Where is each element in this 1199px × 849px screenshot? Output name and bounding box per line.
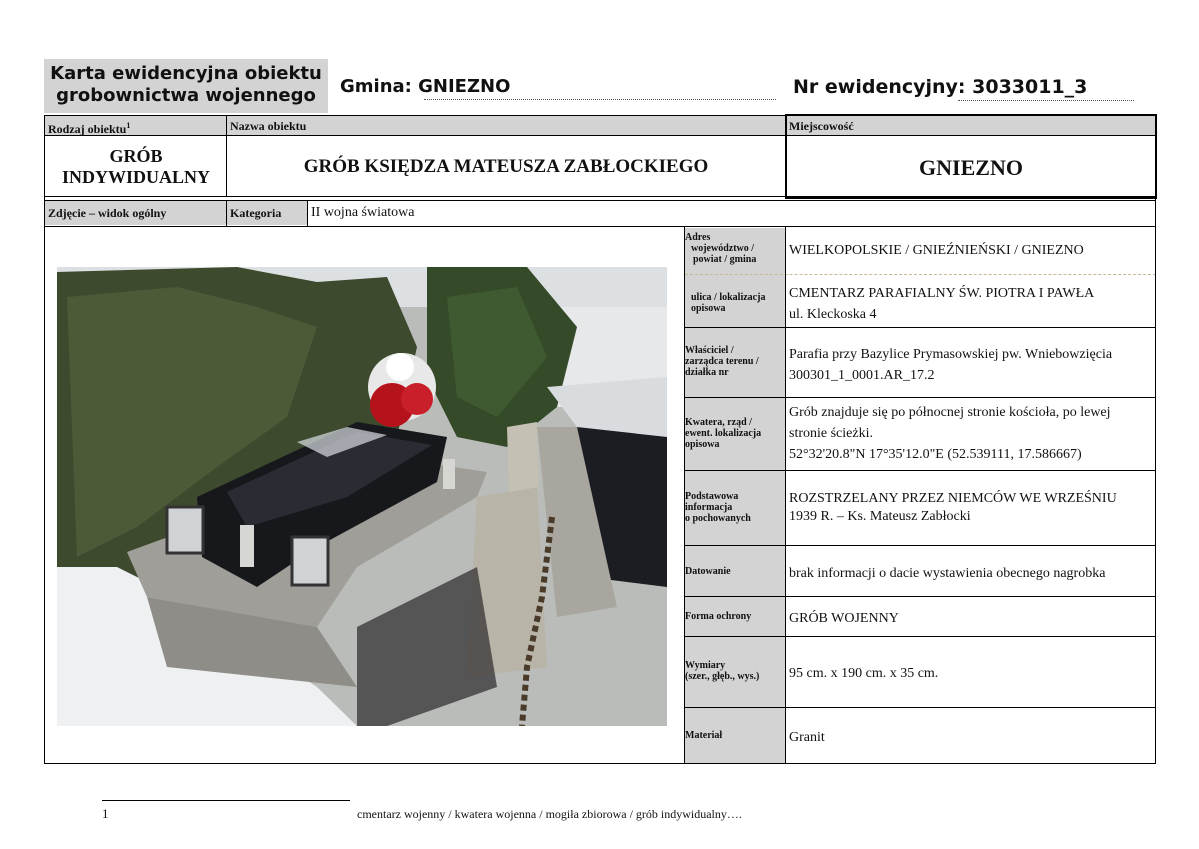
locality-value: GNIEZNO — [919, 155, 1023, 180]
object-name-value: GRÓB KSIĘDZA MATEUSZA ZABŁOCKIEGO — [303, 156, 709, 177]
wlasciciel-value: Parafia przy Bazylice Prymasowskiej pw. Wniebowzięcia 300301_1_0001.AR_17.2 — [789, 347, 1113, 383]
grid-line — [44, 200, 1156, 201]
card-title-line2: grobownictwa wojennego — [56, 85, 316, 106]
row-separator — [685, 397, 1156, 398]
material-label: Materiał — [685, 730, 723, 741]
material-value: Granit — [789, 730, 825, 745]
grid-line — [226, 200, 227, 227]
forma-ochrony-label: Forma ochrony — [685, 611, 752, 622]
podstawowa-value: ROZSTRZELANY PRZEZ NIEMCÓW WE WRZEŚNIU 1939 R. – Ks. Mateusz Zabłocki — [789, 491, 1117, 524]
footnote-number: 1 — [102, 806, 109, 821]
gmina-label: Gmina: GNIEZNO — [340, 76, 511, 97]
row-separator — [685, 636, 1156, 637]
grid-line — [1155, 115, 1156, 764]
zdjecie-label: Zdjęcie – widok ogólny — [48, 206, 167, 220]
grid-line — [226, 115, 227, 197]
grid-line — [44, 763, 1156, 764]
wymiary-label: Wymiary (szer., głęb., wys.) — [685, 660, 760, 682]
adres-label: Adres województwo / powiat / gmina — [685, 232, 757, 265]
adres-separator — [685, 274, 1156, 275]
datowanie-value: brak informacji o dacie wystawienia obecnego nagrobka — [789, 566, 1106, 581]
registry-dotted-line — [958, 100, 1134, 101]
registry-number: Nr ewidencyjny: 3033011_3 — [793, 76, 1088, 98]
kategoria-value: II wojna światowa — [311, 205, 415, 220]
podstawowa-label: Podstawowa informacja o pochowanych — [685, 491, 751, 524]
object-type-value: GRÓB INDYWIDUALNY — [61, 146, 210, 187]
kategoria-label: Kategoria — [230, 206, 282, 220]
forma-ochrony-value: GRÓB WOJENNY — [789, 611, 899, 626]
kwatera-value: Grób znajduje się po północnej stronie kościoła, po lewej stronie ścieżki. 52°32'20.8"N 17°35'12.0"E (52.539111, 17.586667) — [789, 405, 1111, 462]
wlasciciel-label: Właściciel / zarządca terenu / działka nr — [685, 345, 759, 378]
header-label-bar — [45, 116, 785, 135]
row-separator — [685, 596, 1156, 597]
row-separator — [685, 470, 1156, 471]
wymiary-value: 95 cm. x 190 cm. x 35 cm. — [789, 666, 939, 681]
ulica-value: CMENTARZ PARAFIALNY ŚW. PIOTRA I PAWŁA ul. Kleckoska 4 — [789, 286, 1095, 322]
footnote-separator — [102, 800, 350, 801]
row-separator — [685, 327, 1156, 328]
gmina-dotted-line — [424, 99, 776, 100]
datowanie-label: Datowanie — [685, 566, 731, 577]
grid-line — [44, 115, 45, 764]
adres-value: WIELKOPOLSKIE / GNIEŹNIEŃSKI / GNIEZNO — [789, 243, 1084, 258]
grid-line — [307, 200, 308, 227]
row-separator — [685, 545, 1156, 546]
grid-line — [44, 226, 1156, 227]
ulica-label: ulica / lokalizacja opisowa — [691, 292, 766, 314]
card-title — [44, 59, 328, 113]
rodzaj-obiektu-label: Rodzaj obiektu$^1$ — [48, 121, 131, 136]
footnote-text: cmentarz wojenny / kwatera wojenna / mogiła zbiorowa / grób indywidualny…. — [357, 807, 742, 821]
card-title-line1: Karta ewidencyjna obiektu — [50, 63, 322, 84]
grave-photo — [57, 267, 667, 726]
row-separator — [685, 707, 1156, 708]
nazwa-obiektu-label: Nazwa obiektu — [230, 119, 307, 133]
kwatera-label: Kwatera, rząd / ewent. lokalizacja opisowa — [685, 417, 762, 450]
miejscowosc-label: Miejscowość — [789, 119, 854, 133]
